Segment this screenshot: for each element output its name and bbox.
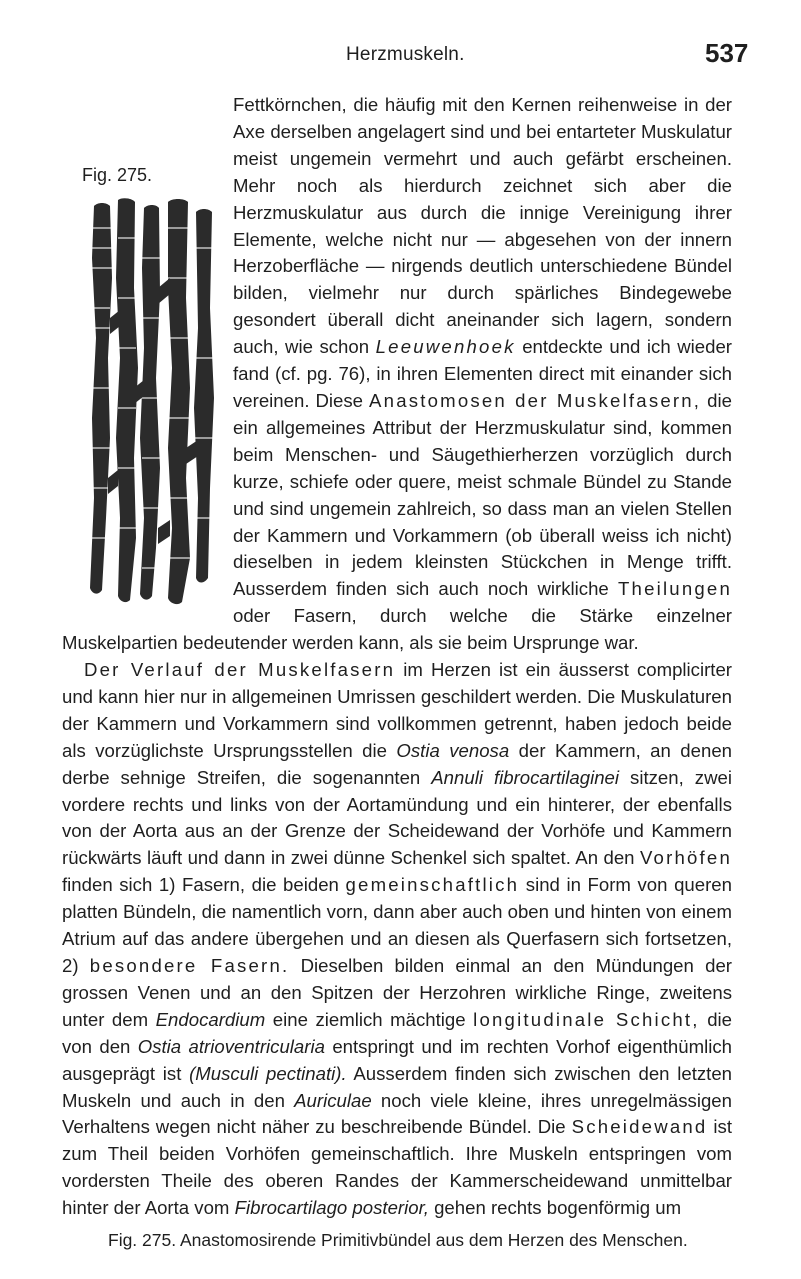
latin-term: Ostia venosa (396, 739, 510, 761)
spaced-term: Scheidewand (571, 1116, 708, 1138)
latin-term: Ostia atrioventricularia (137, 1035, 325, 1057)
spaced-term: Der Verlauf der Muskelfasern (84, 659, 396, 681)
spaced-term: Vorhöfen (639, 847, 732, 869)
author-name: Leeuwenhoek (375, 336, 516, 358)
figure-275 (62, 165, 225, 606)
spaced-term: Theilungen (617, 578, 732, 600)
page-number: 537 (705, 38, 749, 68)
paragraph-1: Fettkörnchen, die häufig mit den Kernen reihenweise in der Axe derselben angelagert sind und bei entarteter Muskulatur meist ungemein vermehrt und auch gefärbt erscheinen. Mehr noch als hierdurch zeichnet sich aber die Herzmuskulatur aus durch die innige Vereinigung ihrer Elemente, welche nicht nur — abgesehen von der innern Herzoberfläche — nirgends deutlich unterschiedene Bündel bilden, vielmehr nur durch spärliches Bindegewebe gesondert überall dicht aneinander sich lagern, sondern auch, wie schon Leeuwenhoek entdeckte und ich wieder fand (cf. pg. 76), in ihren Elementen direct mit einander sich vereinen. Diese Anastomosen der Muskelfasern, die ein allgemeines Attribut der Herzmuskulatur sind, kommen beim Menschen- und Säugethierherzen vorzüglich durch kurze, schiefe oder quere, meist schmale Bündel zu Stande und sind ungemein zahlreich, so dass man an vielen Stellen der Kammern und Vorkammern (ob überall weiss ich nicht) dieselben in jedem kleinsten Stückchen in Menge trifft. Ausserdem finden sich auch noch wirkliche Theilungen oder Fasern, durch welche die Stärke einzelner Muskelpartien bedeutender werden kann, als sie beim Ursprunge war. (62, 94, 732, 654)
figure-caption: Fig. 275. Anastomosirende Primitivbündel aus dem Herzen des Menschen. (108, 1230, 688, 1250)
spaced-term: gemeinschaftlich (345, 874, 520, 896)
paragraph-2: Der Verlauf der Muskelfasern im Herzen ist ein äusserst complicirter und kann hier nur in allgemeinen Umrissen geschildert werden. Die Muskulaturen der Kammern und Vorkammern sind vollkommen getrennt, haben jedoch beide als vorzüglichste Ursprungsstellen die Ostia venosa der Kammern, an denen derbe sehnige Streifen, die sogenannten Annuli fibrocartilaginei sitzen, zwei vordere rechts und links von der Aortamündung und ein hinterer, der ebenfalls von der Aorta aus an der Grenze der Scheidewand der Vorhöfe und Kammern rückwärts läuft und dann in zwei dünne Schenkel sich spaltet. An den Vorhöfen finden sich 1) Fasern, die beiden gemeinschaftlich sind in Form von queren platten Bündeln, die namentlich vorn, dann aber auch oben und hinten von einem Atrium auf das andere übergehen und an diesen als Querfasern sich fortsetzen, 2) besondere Fasern. Dieselben bilden einmal an den Mündungen der grossen Venen und an den Spitzen der Herzohren wirkliche Ringe, zweitens unter dem Endocardium eine ziemlich mächtige longitudinale Schicht, die von den Ostia atrioventricularia entspringt und im rechten Vorhof eigenthümlich ausgeprägt ist (Musculi pectinati). Ausserdem finden sich zwischen den letzten Muskeln und auch in den Auriculae noch viele kleine, ihres unregelmässigen Verhaltens wegen nicht näher zu beschreibende Bündel. Die Scheidewand ist zum Theil beiden Vorhöfen gemeinschaftlich. Ihre Muskeln entspringen vom vordersten Theile des oberen Randes der Kammerscheidewand unmittelbar hinter der Aorta vom Fibrocartilago posterior, gehen rechts bogenförmig um (62, 659, 733, 1219)
body-text (62, 92, 732, 1222)
latin-term: Auriculae (294, 1089, 372, 1111)
spaced-term: Anastomosen der Muskelfasern, (369, 389, 702, 411)
latin-term: Endocardium (155, 1008, 266, 1030)
spaced-term: besondere Fasern. (89, 955, 290, 976)
running-head: Herzmuskeln. (346, 44, 465, 65)
spaced-term: longitudinale Schicht, (473, 1008, 700, 1030)
muscle-fibre-bundles-icon (88, 198, 218, 606)
latin-term: (Musculi pectinati). (189, 1062, 347, 1084)
latin-term: Annuli fibrocartilaginei (431, 766, 620, 788)
latin-term: Fibrocartilago posterior, (234, 1197, 429, 1219)
figure-label: Fig. 275. (82, 165, 153, 185)
